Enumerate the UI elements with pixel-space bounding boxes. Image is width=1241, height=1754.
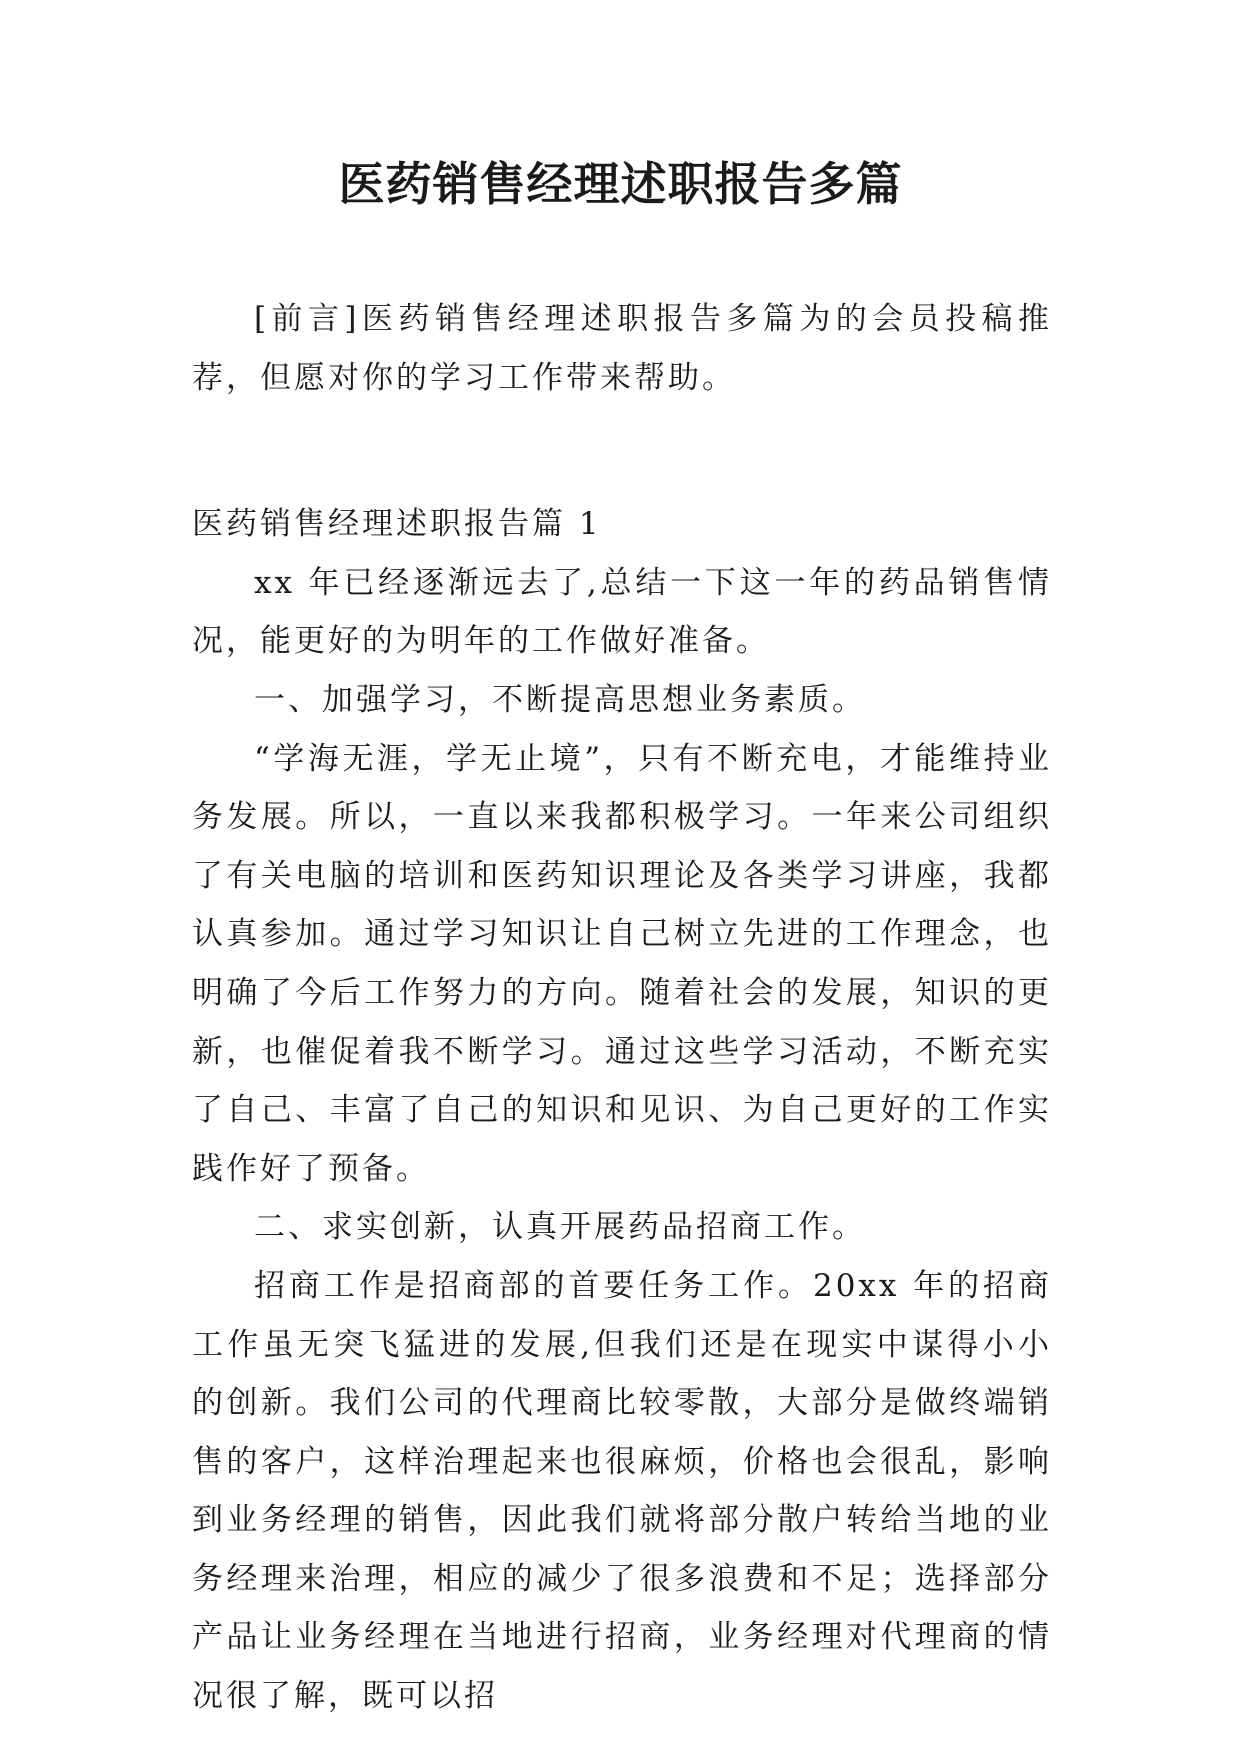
body-paragraph: 招商工作是招商部的首要任务工作。20xx 年的招商工作虽无突飞猛进的发展,但我们还是在现实中谋得小小的创新。我们公司的代理商比较零散，大部分是做终端销售的客户，这样治理起来也很麻烦，价格也会很乱，影响到业务经理的销售，因此我们就将部分散户转给当地的业务经理来治理，相应的减少了很多浪费和不足；选择部分产品让业务经理在当地进行招商，业务经理对代理商的情况很了解，既可以招 (192, 1267, 1052, 1715)
spacer (192, 407, 1052, 495)
subheading-paragraph: 一、加强学习，不断提高思想业务素质。 (254, 681, 866, 718)
preface-paragraph: [前言]医药销售经理述职报告多篇为的会员投稿推荐，但愿对你的学习工作带来帮助。 (192, 301, 1052, 396)
body-paragraph: “学海无涯，学无止境”，只有不断充电，才能维持业务发展。所以，一直以来我都积极学习。一年来公司组织了有关电脑的培训和医药知识理论及各类学习讲座，我都认真参加。通过学习知识让自己树立先进的工作理念，也明确了今后工作努力的方向。随着社会的发展，知识的更新，也催促着我不断学习。通过这些学习活动，不断充实了自己、丰富了自己的知识和见识、为自己更好的工作实践作好了预备。 (192, 740, 1052, 1187)
section-heading: 医药销售经理述职报告篇 1 (192, 506, 602, 543)
subheading-paragraph: 二、求实创新，认真开展药品招商工作。 (254, 1209, 866, 1246)
document-body (192, 290, 1052, 1726)
body-paragraph: xx 年已经逐渐远去了,总结一下这一年的药品销售情况，能更好的为明年的工作做好准备。 (192, 564, 1052, 660)
document-title: 医药销售经理述职报告多篇 (338, 157, 903, 211)
